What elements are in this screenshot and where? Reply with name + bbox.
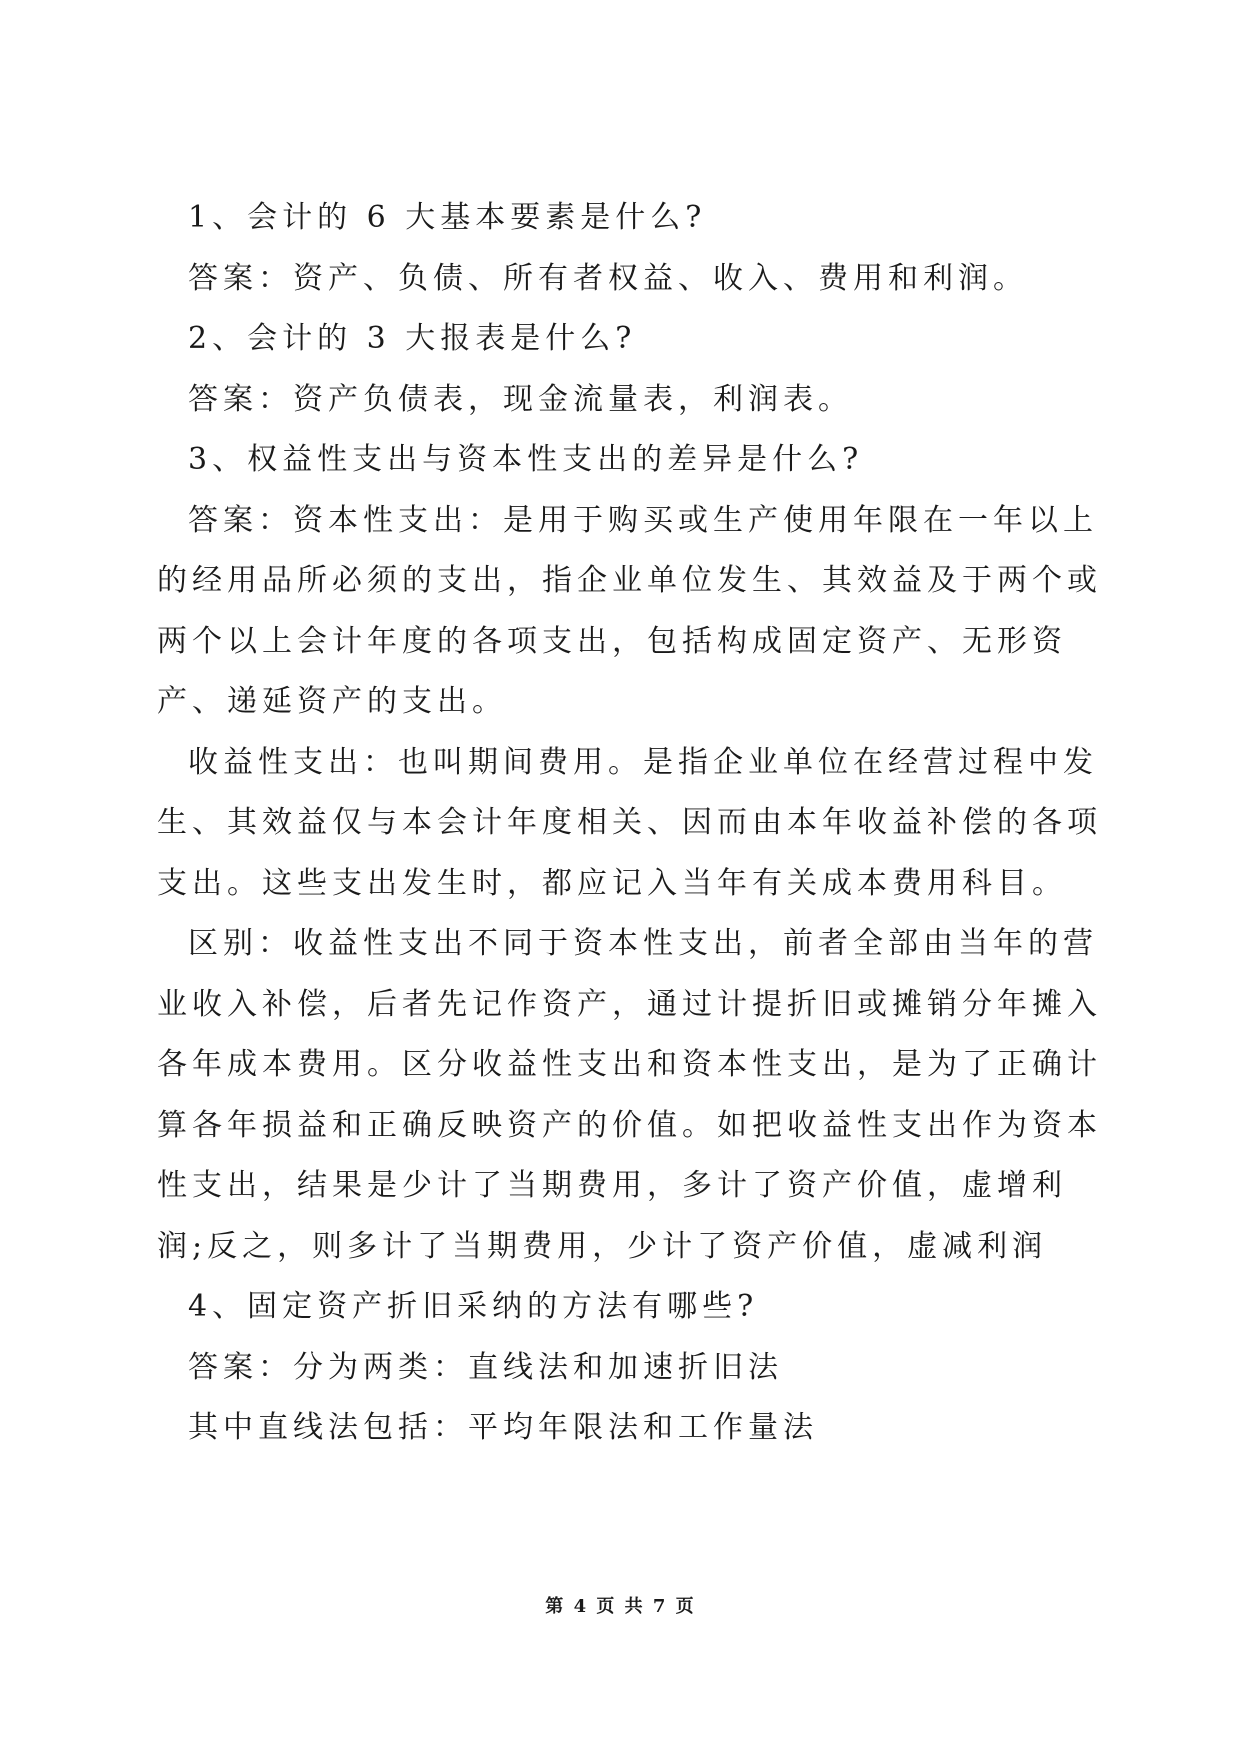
paragraph-answer-4-detail: 其中直线法包括：平均年限法和工作量法	[188, 1410, 818, 1445]
paragraph-answer-4: 答案：分为两类：直线法和加速折旧法	[188, 1349, 783, 1385]
paragraph-question-1: 1、会计的 6 大基本要素是什么?	[188, 200, 707, 235]
document-body	[157, 188, 1117, 1459]
paragraph-answer-3-revenue: 收益性支出：也叫期间费用。是指企业单位在经营过程中发生、其效益仅与本会计年度相关、因而由本年收益补偿的各项支出。这些支出发生时，都应记入当年有关成本费用科目。	[157, 744, 1102, 901]
paragraph-question-3: 3、权益性支出与资本性支出的差异是什么?	[188, 442, 864, 477]
paragraph-question-2: 2、会计的 3 大报表是什么?	[188, 321, 637, 356]
paragraph-answer-2: 答案：资产负债表，现金流量表，利润表。	[188, 381, 853, 417]
page-number-footer: 第 4 页 共 7 页	[545, 1596, 696, 1617]
paragraph-answer-1: 答案：资产、负债、所有者权益、收入、费用和利润。	[188, 260, 1028, 296]
paragraph-answer-3-difference: 区别：收益性支出不同于资本性支出，前者全部由当年的营业收入补偿，后者先记作资产，通过计提折旧或摊销分年摊入各年成本费用。区分收益性支出和资本性支出，是为了正确计算各年损益和正确反映资产的价值。如把收益性支出作为资本性支出，结果是少计了当期费用，多计了资产价值，虚增利润;反之，则多计了当期费用，少计了资产价值，虚减利润	[157, 926, 1102, 1264]
paragraph-answer-3-capital: 答案：资本性支出：是用于购买或生产使用年限在一年以上的经用品所必须的支出，指企业单位发生、其效益及于两个或两个以上会计年度的各项支出，包括构成固定资产、无形资产、递延资产的支出。	[157, 502, 1102, 719]
paragraph-question-4: 4、固定资产折旧采纳的方法有哪些?	[188, 1289, 759, 1324]
